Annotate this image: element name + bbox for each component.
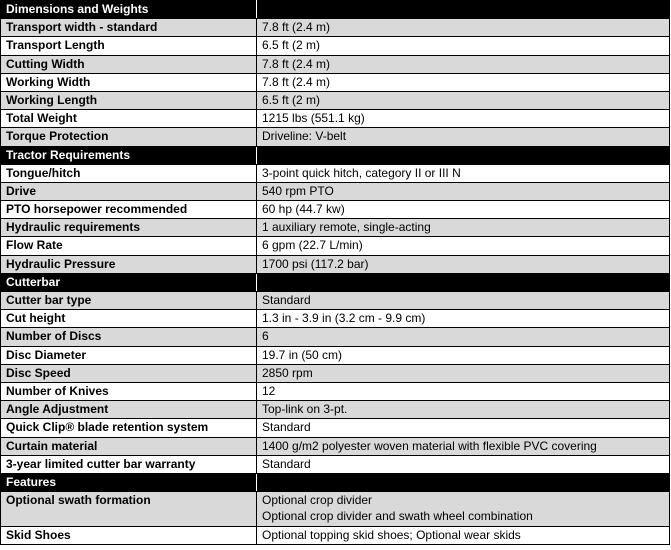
row-value: Standard [257, 419, 670, 437]
table-row [1, 401, 670, 419]
table-row [1, 527, 670, 545]
table-row [1, 55, 670, 73]
table-row [1, 201, 670, 219]
row-value-line: Optional crop divider and swath wheel combination [262, 509, 533, 524]
row-value: 19.7 in (50 cm) [257, 346, 670, 364]
section-title: Tractor Requirements [1, 146, 257, 164]
table-row [1, 310, 670, 328]
row-value: 60 hp (44.7 kw) [257, 201, 670, 219]
row-label: Total Weight [1, 110, 257, 128]
section-header-cutterbar [1, 273, 670, 291]
row-label: Hydraulic requirements [1, 219, 257, 237]
section-header-tractor-requirements [1, 146, 670, 164]
row-label: Working Length [1, 91, 257, 109]
section-header-features [1, 473, 670, 491]
section-title: Cutterbar [1, 273, 257, 291]
row-label: Skid Shoes [1, 527, 257, 545]
table-row [1, 164, 670, 182]
table-row [1, 91, 670, 109]
section-header-dimensions [1, 1, 670, 19]
row-value: 12 [257, 382, 670, 400]
row-label: Disc Speed [1, 364, 257, 382]
row-label: Tongue/hitch [1, 164, 257, 182]
row-value: Driveline: V-belt [257, 128, 670, 146]
table-row [1, 455, 670, 473]
table-row [1, 492, 670, 527]
section-title: Features [1, 473, 257, 491]
table-row [1, 128, 670, 146]
row-label: Number of Knives [1, 382, 257, 400]
row-value: Optional topping skid shoes; Optional wear skids [257, 527, 670, 545]
table-row [1, 255, 670, 273]
row-value: 6 gpm (22.7 L/min) [257, 237, 670, 255]
row-value: Standard [257, 455, 670, 473]
table-row [1, 346, 670, 364]
row-value: 1215 lbs (551.1 kg) [257, 110, 670, 128]
row-value: 2850 rpm [257, 364, 670, 382]
row-label: Cutter bar type [1, 292, 257, 310]
row-label: Hydraulic Pressure [1, 255, 257, 273]
row-label: PTO horsepower recommended [1, 201, 257, 219]
table-row [1, 73, 670, 91]
row-label: Cut height [1, 310, 257, 328]
row-value: 1.3 in - 3.9 in (3.2 cm - 9.9 cm) [257, 310, 670, 328]
table-row [1, 110, 670, 128]
row-label: Disc Diameter [1, 346, 257, 364]
row-value: 6.5 ft (2 m) [257, 37, 670, 55]
row-label: Number of Discs [1, 328, 257, 346]
row-value: 3-point quick hitch, category II or III N [257, 164, 670, 182]
table-row [1, 437, 670, 455]
table-row [1, 219, 670, 237]
row-label: Working Width [1, 73, 257, 91]
row-value: 540 rpm PTO [257, 182, 670, 200]
row-value: 7.8 ft (2.4 m) [257, 19, 670, 37]
row-value: 7.8 ft (2.4 m) [257, 73, 670, 91]
section-title: Dimensions and Weights [1, 1, 257, 19]
table-row [1, 328, 670, 346]
row-label: Transport Length [1, 37, 257, 55]
row-label: Curtain material [1, 437, 257, 455]
table-row [1, 419, 670, 437]
row-label: Optional swath formation [1, 492, 257, 527]
row-value: 7.8 ft (2.4 m) [257, 55, 670, 73]
table-row [1, 19, 670, 37]
row-label: Torque Protection [1, 128, 257, 146]
row-label: 3-year limited cutter bar warranty [1, 455, 257, 473]
table-row [1, 237, 670, 255]
row-value-line: Optional crop divider [262, 493, 373, 508]
row-label: Transport width - standard [1, 19, 257, 37]
row-value: Standard [257, 292, 670, 310]
table-row [1, 37, 670, 55]
row-value [257, 492, 670, 527]
table-row [1, 292, 670, 310]
row-label: Drive [1, 182, 257, 200]
row-value: 6 [257, 328, 670, 346]
table-row [1, 382, 670, 400]
row-value: 1700 psi (117.2 bar) [257, 255, 670, 273]
row-label: Angle Adjustment [1, 401, 257, 419]
table-row [1, 364, 670, 382]
row-value: 6.5 ft (2 m) [257, 91, 670, 109]
table-row [1, 182, 670, 200]
row-value: 1400 g/m2 polyester woven material with flexible PVC covering [257, 437, 670, 455]
row-value: Top-link on 3-pt. [257, 401, 670, 419]
row-value: 1 auxiliary remote, single-acting [257, 219, 670, 237]
row-label: Flow Rate [1, 237, 257, 255]
row-label: Quick Clip® blade retention system [1, 419, 257, 437]
row-label: Cutting Width [1, 55, 257, 73]
